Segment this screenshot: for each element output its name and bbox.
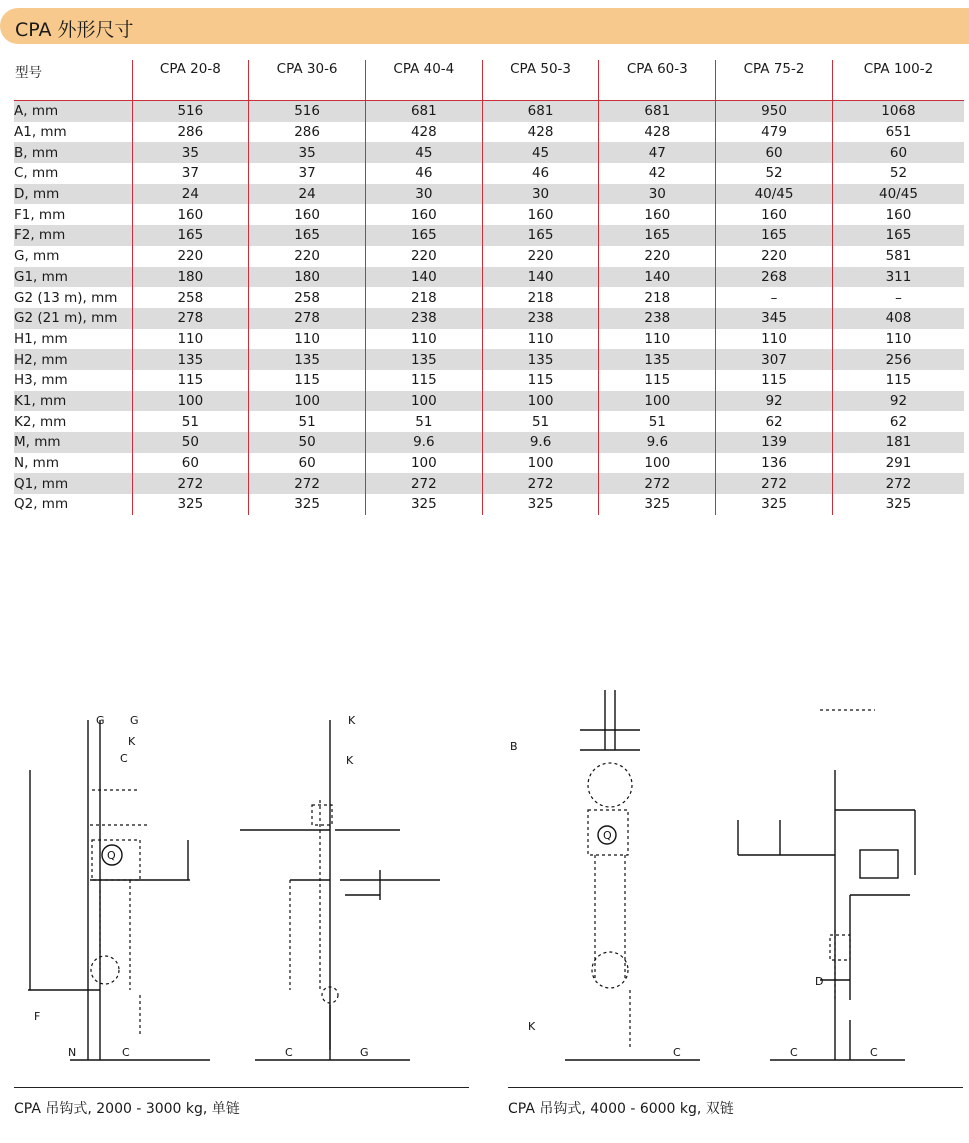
- table-cell: 51: [249, 411, 366, 432]
- dim-label-c2-right: C: [790, 1046, 798, 1059]
- table-row: [14, 370, 964, 391]
- table-cell: 325: [599, 494, 716, 515]
- table-cell: 45: [482, 142, 599, 163]
- table-cell: 110: [599, 329, 716, 350]
- dimensions-table: [14, 60, 964, 515]
- column-header: CPA 75-2: [716, 60, 833, 101]
- table-cell: 1068: [832, 101, 964, 122]
- caption-right: CPA 吊钩式, 4000 - 6000 kg, 双链: [508, 1101, 734, 1117]
- table-cell: 52: [716, 163, 833, 184]
- table-cell: 100: [599, 391, 716, 412]
- dim-label-k: K: [128, 735, 136, 748]
- row-label: G, mm: [14, 248, 60, 265]
- table-cell: 24: [132, 184, 249, 205]
- dim-label-d: D: [815, 975, 824, 988]
- row-label: F1, mm: [14, 206, 66, 223]
- table-cell: 100: [365, 453, 482, 474]
- table-cell: 135: [132, 349, 249, 370]
- table-cell: 115: [365, 370, 482, 391]
- table-cell: 165: [832, 225, 964, 246]
- table-cell: 218: [599, 287, 716, 308]
- table-cell: 135: [249, 349, 366, 370]
- table-cell: 286: [132, 122, 249, 143]
- table-cell: 345: [716, 308, 833, 329]
- table-cell: 115: [832, 370, 964, 391]
- table-cell: 165: [716, 225, 833, 246]
- table-cell: 220: [132, 246, 249, 267]
- table-cell: 110: [365, 329, 482, 350]
- table-cell: 258: [249, 287, 366, 308]
- table-cell: 258: [132, 287, 249, 308]
- column-header: CPA 30-6: [249, 60, 366, 101]
- table-row: [14, 432, 964, 453]
- row-label: H1, mm: [14, 330, 68, 347]
- table-cell: 140: [599, 267, 716, 288]
- caption-rule-right: [508, 1087, 963, 1088]
- table-cell: 30: [365, 184, 482, 205]
- dim-label-k2: K: [346, 754, 354, 767]
- table-cell: 46: [365, 163, 482, 184]
- row-label: Q1, mm: [14, 473, 132, 494]
- dim-label-n: N: [68, 1046, 77, 1059]
- table-cell: 160: [365, 204, 482, 225]
- table-cell: 9.6: [599, 432, 716, 453]
- table-row: [14, 246, 964, 267]
- table-cell: 325: [365, 494, 482, 515]
- table-cell: 218: [482, 287, 599, 308]
- table-cell: 218: [365, 287, 482, 308]
- table-cell: 52: [832, 163, 964, 184]
- table-cell: 180: [249, 267, 366, 288]
- table-cell: 325: [832, 494, 964, 515]
- dim-label-b: B: [510, 740, 518, 753]
- row-label: A1, mm: [14, 124, 67, 141]
- row-label: G2 (13 m), mm: [14, 289, 118, 306]
- table-cell: 9.6: [482, 432, 599, 453]
- table-row: [14, 204, 964, 225]
- table-cell: –: [832, 287, 964, 308]
- table-cell: 165: [482, 225, 599, 246]
- table-cell: 325: [132, 494, 249, 515]
- column-header: CPA 50-3: [482, 60, 599, 101]
- table-cell: 681: [482, 101, 599, 122]
- table-cell: 110: [132, 329, 249, 350]
- table-cell: 35: [249, 142, 366, 163]
- caption-left: CPA 吊钩式, 2000 - 3000 kg, 单链: [14, 1101, 240, 1117]
- table-cell: 140: [365, 267, 482, 288]
- table-cell: 165: [249, 225, 366, 246]
- row-label: G2 (21 m), mm: [14, 308, 132, 329]
- table-cell: 60: [832, 142, 964, 163]
- table-cell: 160: [599, 204, 716, 225]
- table-cell: 950: [716, 101, 833, 122]
- table-cell: 100: [132, 391, 249, 412]
- row-label: B, mm: [14, 142, 132, 163]
- caption-rule-left: [14, 1087, 469, 1088]
- page-title: CPA 外形尺寸: [15, 19, 134, 41]
- table-cell: 115: [249, 370, 366, 391]
- dim-label-c-right: C: [673, 1046, 681, 1059]
- table-row: [14, 287, 964, 308]
- row-label: Q2, mm: [14, 496, 69, 513]
- table-cell: 160: [249, 204, 366, 225]
- dim-label-c: C: [120, 752, 128, 765]
- table-cell: 220: [249, 246, 366, 267]
- table-cell: 428: [599, 122, 716, 143]
- table-cell: 51: [599, 411, 716, 432]
- table-row: [14, 453, 964, 474]
- table-cell: 220: [365, 246, 482, 267]
- table-cell: 35: [132, 142, 249, 163]
- table-cell: 100: [249, 391, 366, 412]
- table-row: [14, 184, 964, 205]
- table-cell: 516: [249, 101, 366, 122]
- hoist-double-front-view: [565, 690, 700, 1060]
- table-cell: 110: [249, 329, 366, 350]
- table-cell: 51: [482, 411, 599, 432]
- table-cell: 30: [599, 184, 716, 205]
- table-cell: 46: [482, 163, 599, 184]
- column-header: CPA 40-4: [365, 60, 482, 101]
- table-cell: 160: [482, 204, 599, 225]
- table-cell: 272: [365, 473, 482, 494]
- hoist-double-side-view: [738, 710, 915, 1060]
- table-cell: 60: [132, 453, 249, 474]
- dim-label-f: F: [34, 1010, 41, 1023]
- row-label: H2, mm: [14, 349, 132, 370]
- column-header: CPA 20-8: [132, 60, 249, 101]
- dim-label-k1: K: [348, 714, 356, 727]
- table-row: [14, 163, 964, 184]
- table-cell: 60: [716, 142, 833, 163]
- table-cell: 238: [599, 308, 716, 329]
- row-label: H3, mm: [14, 372, 68, 389]
- table-cell: 479: [716, 122, 833, 143]
- dim-label-g: G: [96, 714, 105, 727]
- table-cell: 37: [132, 163, 249, 184]
- row-label: C, mm: [14, 165, 59, 182]
- table-cell: 42: [599, 163, 716, 184]
- table-cell: 272: [482, 473, 599, 494]
- table-cell: 311: [832, 267, 964, 288]
- table-cell: 681: [365, 101, 482, 122]
- dim-label-k-right: K: [528, 1020, 536, 1033]
- row-label: M, mm: [14, 432, 132, 453]
- table-cell: 268: [716, 267, 833, 288]
- row-label: N, mm: [14, 455, 59, 472]
- table-cell: 307: [716, 349, 833, 370]
- row-label: K1, mm: [14, 391, 132, 412]
- table-cell: 139: [716, 432, 833, 453]
- table-cell: 50: [249, 432, 366, 453]
- table-cell: 256: [832, 349, 964, 370]
- title-bar: [0, 8, 969, 44]
- table-cell: 115: [482, 370, 599, 391]
- row-label: A, mm: [14, 101, 132, 122]
- table-cell: 220: [716, 246, 833, 267]
- table-cell: 165: [599, 225, 716, 246]
- column-header: CPA 100-2: [832, 60, 964, 101]
- diagram-double-chain: [490, 690, 969, 1070]
- dim-label-g2: G: [360, 1046, 369, 1059]
- column-header-model: 型号: [14, 60, 132, 101]
- row-label: D, mm: [14, 184, 132, 205]
- table-cell: 180: [132, 267, 249, 288]
- dim-label-g-top: G: [130, 714, 139, 727]
- table-cell: 272: [716, 473, 833, 494]
- table-cell: 135: [599, 349, 716, 370]
- table-cell: 110: [482, 329, 599, 350]
- table-cell: 160: [132, 204, 249, 225]
- table-cell: 238: [365, 308, 482, 329]
- table-cell: –: [716, 287, 833, 308]
- table-cell: 325: [482, 494, 599, 515]
- table-cell: 135: [482, 349, 599, 370]
- table-cell: 60: [249, 453, 366, 474]
- diagram-single-chain: [0, 690, 480, 1070]
- table-header-row: [14, 60, 964, 101]
- table-cell: 62: [716, 411, 833, 432]
- table-cell: 110: [832, 329, 964, 350]
- table-row: [14, 349, 964, 370]
- table-row: [14, 122, 964, 143]
- table-cell: 92: [716, 391, 833, 412]
- table-cell: 135: [365, 349, 482, 370]
- table-cell: 115: [132, 370, 249, 391]
- table-cell: 272: [249, 473, 366, 494]
- dim-label-n-right: C: [870, 1046, 878, 1059]
- table-cell: 100: [482, 391, 599, 412]
- dim-label-q: Q: [107, 849, 116, 862]
- table-row: [14, 391, 964, 412]
- table-row: [14, 329, 964, 350]
- hoist-side-view: [240, 720, 440, 1060]
- row-label: F2, mm: [14, 225, 132, 246]
- table-cell: 272: [132, 473, 249, 494]
- row-label: K2, mm: [14, 413, 67, 430]
- dim-label-q-right: Q: [603, 829, 612, 842]
- table-cell: 45: [365, 142, 482, 163]
- table-cell: 51: [132, 411, 249, 432]
- table-cell: 278: [132, 308, 249, 329]
- table-cell: 220: [599, 246, 716, 267]
- table-cell: 9.6: [365, 432, 482, 453]
- table-cell: 165: [132, 225, 249, 246]
- dim-label-c3: C: [285, 1046, 293, 1059]
- table-cell: 428: [482, 122, 599, 143]
- table-cell: 24: [249, 184, 366, 205]
- table-cell: 40/45: [716, 184, 833, 205]
- table-cell: 136: [716, 453, 833, 474]
- table-cell: 238: [482, 308, 599, 329]
- table-cell: 291: [832, 453, 964, 474]
- table-cell: 325: [716, 494, 833, 515]
- table-row: [14, 142, 964, 163]
- table-cell: 408: [832, 308, 964, 329]
- table-cell: 278: [249, 308, 366, 329]
- dim-label-c2: C: [122, 1046, 130, 1059]
- table-row: [14, 494, 964, 515]
- table-row: [14, 473, 964, 494]
- table-cell: 51: [365, 411, 482, 432]
- table-cell: 62: [832, 411, 964, 432]
- table-cell: 100: [599, 453, 716, 474]
- table-cell: 651: [832, 122, 964, 143]
- table-cell: 140: [482, 267, 599, 288]
- table-cell: 428: [365, 122, 482, 143]
- hoist-front-view: [28, 720, 210, 1060]
- table-cell: 681: [599, 101, 716, 122]
- table-cell: 37: [249, 163, 366, 184]
- table-cell: 325: [249, 494, 366, 515]
- table-cell: 47: [599, 142, 716, 163]
- table-cell: 220: [482, 246, 599, 267]
- table-cell: 160: [832, 204, 964, 225]
- table-cell: 286: [249, 122, 366, 143]
- table-row: [14, 225, 964, 246]
- table-row: [14, 101, 964, 122]
- table-cell: 516: [132, 101, 249, 122]
- row-label: G1, mm: [14, 267, 132, 288]
- table-cell: 110: [716, 329, 833, 350]
- column-header: CPA 60-3: [599, 60, 716, 101]
- table-cell: 165: [365, 225, 482, 246]
- table-cell: 115: [599, 370, 716, 391]
- table-cell: 50: [132, 432, 249, 453]
- table-row: [14, 267, 964, 288]
- table-cell: 272: [599, 473, 716, 494]
- table-cell: 92: [832, 391, 964, 412]
- table-cell: 160: [716, 204, 833, 225]
- table-cell: 581: [832, 246, 964, 267]
- table-row: [14, 411, 964, 432]
- table-cell: 100: [482, 453, 599, 474]
- table-cell: 115: [716, 370, 833, 391]
- table-cell: 272: [832, 473, 964, 494]
- table-cell: 100: [365, 391, 482, 412]
- table-cell: 30: [482, 184, 599, 205]
- table-row: [14, 308, 964, 329]
- table-cell: 181: [832, 432, 964, 453]
- table-cell: 40/45: [832, 184, 964, 205]
